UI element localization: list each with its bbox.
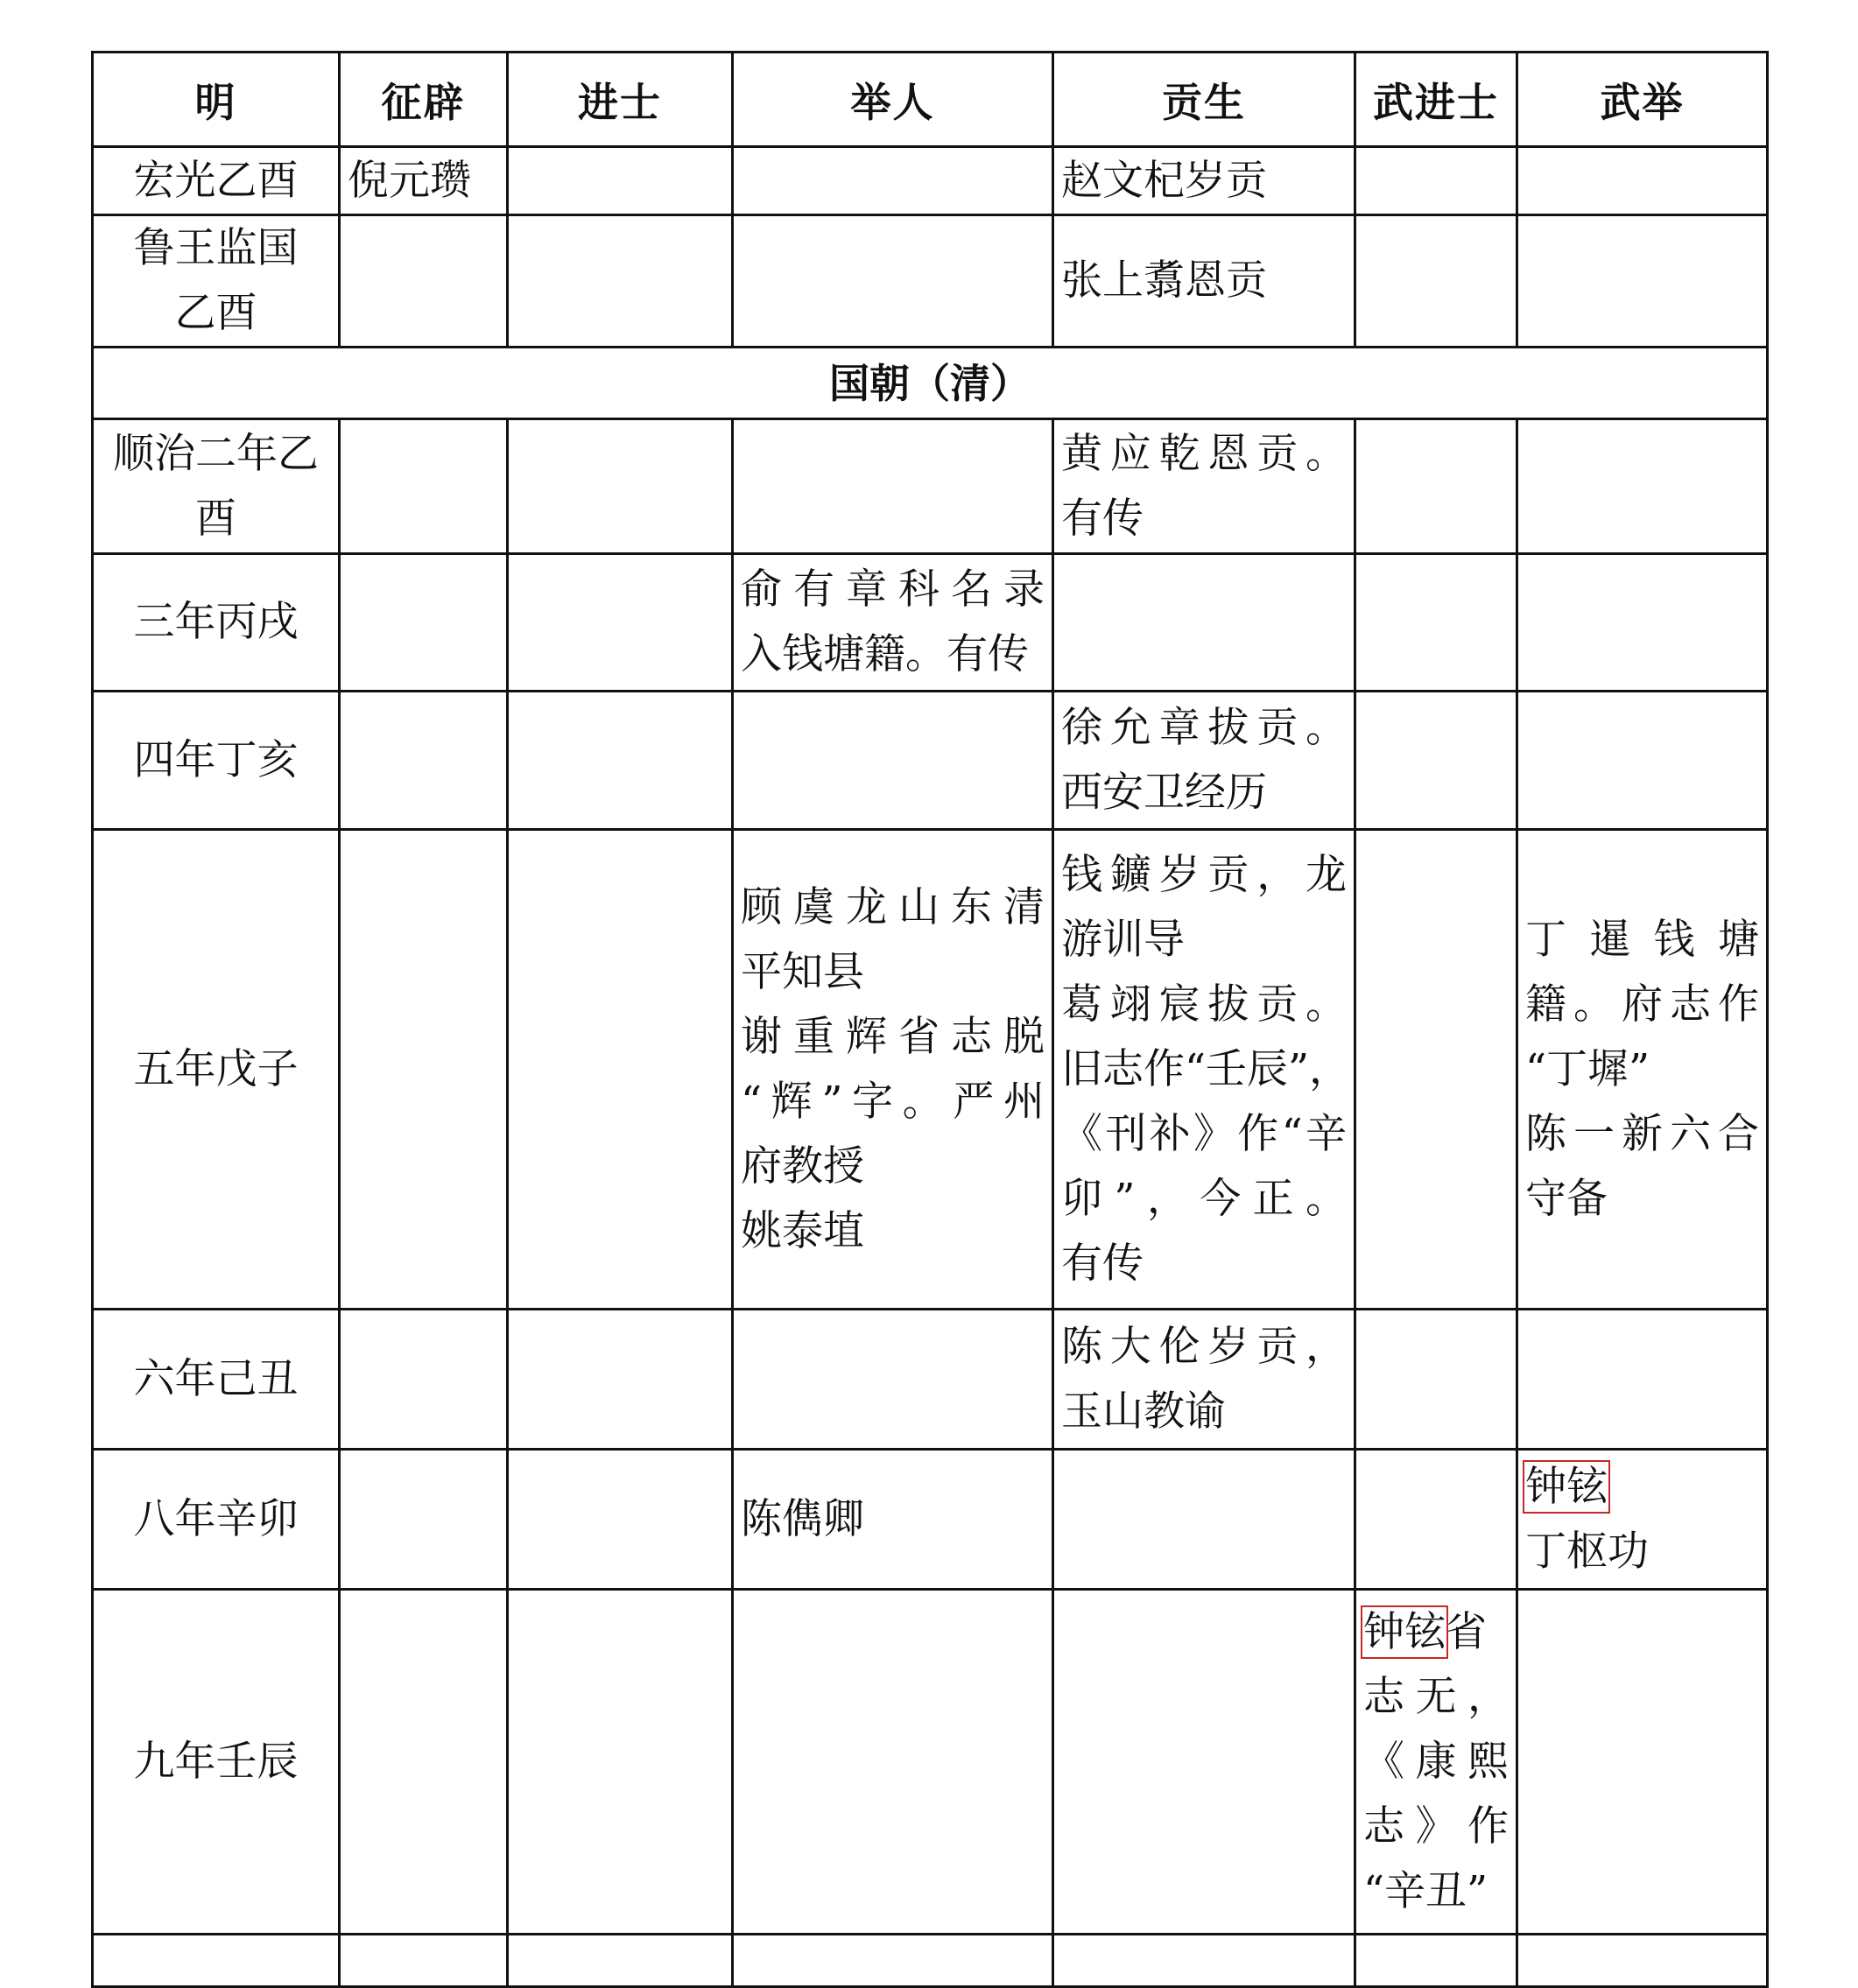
era-divider-row — [93, 348, 1768, 419]
year-line: 酉 — [195, 494, 236, 543]
juren-cell — [733, 1590, 1053, 1935]
gongsheng-cell — [1053, 692, 1355, 830]
wujinshi-cell — [1355, 1310, 1517, 1450]
juren-line: 谢重辉省志脱 — [741, 1012, 1045, 1061]
header-zhengpi: 征辟 — [340, 53, 508, 147]
gongsheng-line: 有传 — [1061, 494, 1144, 543]
juren-cell: 陈儁卿 — [733, 1450, 1053, 1590]
juren-cell — [733, 692, 1053, 830]
table-row — [93, 1310, 1768, 1450]
gongsheng-line: 陈大伦岁贡， — [1061, 1322, 1347, 1371]
wuju-line: 籍。府志作 — [1525, 980, 1759, 1029]
zhengpi-cell: 倪元瓒 — [340, 147, 508, 215]
wuju-line: 陈一新六合 — [1525, 1109, 1759, 1158]
year-line: 鲁王监国 — [133, 224, 299, 272]
table-row — [93, 215, 1768, 348]
table-row — [93, 419, 1768, 554]
gongsheng-cell: 张上翥恩贡 — [1053, 215, 1355, 348]
juren-cell — [733, 419, 1053, 554]
table-row — [93, 1450, 1768, 1590]
gongsheng-line: 黄应乾恩贡。 — [1061, 429, 1347, 478]
wujinshi-line — [1363, 1600, 1509, 1665]
jinshi-cell — [508, 554, 733, 692]
highlighted-name: 钟铉 — [1363, 1607, 1446, 1656]
juren-line: 入钱塘籍。有传 — [741, 630, 1029, 678]
wujinshi-cell — [1355, 1935, 1517, 1987]
gongsheng-line: 旧志作“壬辰”， — [1061, 1044, 1351, 1093]
zhengpi-cell — [340, 1450, 508, 1590]
table-row — [93, 830, 1768, 1310]
gongsheng-line: 葛翊宸拔贡。 — [1061, 980, 1347, 1029]
year-cell — [93, 419, 340, 554]
header-row — [93, 53, 1768, 147]
juren-cell — [733, 1935, 1053, 1987]
gongsheng-line: 钱鑛岁贡，龙 — [1061, 850, 1347, 899]
juren-cell — [733, 830, 1053, 1310]
wuju-line: 丁枢功 — [1525, 1527, 1649, 1576]
imperial-exam-table — [91, 51, 1769, 1988]
gongsheng-cell — [1053, 1590, 1355, 1935]
wujinshi-cell — [1355, 419, 1517, 554]
wujinshi-line: 志无， — [1363, 1672, 1509, 1721]
header-jinshi: 进士 — [508, 53, 733, 147]
wuju-cell — [1517, 215, 1768, 348]
table-row-partial — [93, 1935, 1768, 1987]
zhengpi-cell — [340, 830, 508, 1310]
gongsheng-line: 西安卫经历 — [1061, 768, 1267, 817]
highlighted-name: 钟铉 — [1525, 1462, 1608, 1511]
year-cell: 八年辛卯 — [93, 1450, 340, 1590]
header-dynasty: 明 — [93, 53, 340, 147]
jinshi-cell — [508, 147, 733, 215]
year-cell — [93, 1935, 340, 1987]
gongsheng-cell — [1053, 1310, 1355, 1450]
jinshi-cell — [508, 215, 733, 348]
year-cell: 六年己丑 — [93, 1310, 340, 1450]
zhengpi-cell — [340, 554, 508, 692]
table-row — [93, 554, 1768, 692]
gongsheng-line: 卯”，今正。 — [1061, 1174, 1347, 1223]
wujinshi-cell — [1355, 692, 1517, 830]
zhengpi-cell — [340, 1590, 508, 1935]
wuju-cell — [1517, 554, 1768, 692]
year-cell: 九年壬辰 — [93, 1590, 340, 1935]
gongsheng-line: 玉山教谕 — [1061, 1387, 1226, 1436]
table-row — [93, 692, 1768, 830]
zhengpi-cell — [340, 1935, 508, 1987]
wuju-cell — [1517, 1310, 1768, 1450]
table-row — [93, 147, 1768, 215]
juren-line: 平知县 — [741, 947, 864, 996]
wuju-line: 守备 — [1525, 1174, 1608, 1223]
wuju-line: “丁墀” — [1525, 1044, 1650, 1093]
wuju-cell — [1517, 1935, 1768, 1987]
year-line: 乙酉 — [174, 289, 257, 337]
zhengpi-cell — [340, 419, 508, 554]
year-cell: 宏光乙酉 — [93, 147, 340, 215]
juren-cell — [733, 554, 1053, 692]
year-cell: 五年戊子 — [93, 830, 340, 1310]
jinshi-cell — [508, 419, 733, 554]
wuju-cell — [1517, 419, 1768, 554]
jinshi-cell — [508, 692, 733, 830]
gongsheng-cell — [1053, 1935, 1355, 1987]
header-gongsheng: 贡生 — [1053, 53, 1355, 147]
jinshi-cell — [508, 1450, 733, 1590]
gongsheng-cell — [1053, 554, 1355, 692]
wuju-cell — [1517, 692, 1768, 830]
wujinshi-cell — [1355, 1450, 1517, 1590]
juren-line: “辉”字。严州 — [741, 1077, 1045, 1126]
wujinshi-cell — [1355, 554, 1517, 692]
wujinshi-line: 志》作 — [1363, 1802, 1509, 1851]
gongsheng-line: 《刊补》作“辛 — [1061, 1109, 1347, 1158]
header-juren: 举人 — [733, 53, 1053, 147]
header-wujinshi: 武进士 — [1355, 53, 1517, 147]
jinshi-cell — [508, 830, 733, 1310]
wuju-cell — [1517, 147, 1768, 215]
juren-cell — [733, 1310, 1053, 1450]
gongsheng-line: 游训导 — [1061, 915, 1185, 964]
wujinshi-cell — [1355, 147, 1517, 215]
gongsheng-line: 徐允章拔贡。 — [1061, 703, 1347, 752]
gongsheng-cell — [1053, 1450, 1355, 1590]
gongsheng-cell: 赵文杞岁贡 — [1053, 147, 1355, 215]
wujinshi-cell — [1355, 830, 1517, 1310]
zhengpi-cell — [340, 215, 508, 348]
zhengpi-cell — [340, 692, 508, 830]
year-cell: 四年丁亥 — [93, 692, 340, 830]
table-row — [93, 1590, 1768, 1935]
year-cell: 三年丙戌 — [93, 554, 340, 692]
juren-line: 姚泰埴 — [741, 1206, 864, 1255]
gongsheng-cell — [1053, 419, 1355, 554]
juren-cell — [733, 147, 1053, 215]
juren-line: 俞有章科名录 — [741, 565, 1045, 614]
jinshi-cell — [508, 1590, 733, 1935]
wuju-cell — [1517, 1590, 1768, 1935]
wuju-line — [1525, 1455, 1759, 1520]
juren-cell — [733, 215, 1053, 348]
era-divider: 国朝（清） — [93, 348, 1768, 419]
wujinshi-line-rest: 省 — [1446, 1607, 1487, 1656]
wuju-cell — [1517, 1450, 1768, 1590]
wujinshi-line: 《康熙 — [1363, 1737, 1509, 1786]
wujinshi-cell — [1355, 1590, 1517, 1935]
year-line: 顺治二年乙 — [113, 429, 319, 478]
jinshi-cell — [508, 1310, 733, 1450]
gongsheng-line: 有传 — [1061, 1239, 1144, 1288]
year-cell — [93, 215, 340, 348]
wuju-cell — [1517, 830, 1768, 1310]
juren-line: 府教授 — [741, 1142, 864, 1191]
juren-line: 顾虞龙山东清 — [741, 882, 1045, 931]
jinshi-cell — [508, 1935, 733, 1987]
gongsheng-cell — [1053, 830, 1355, 1310]
zhengpi-cell — [340, 1310, 508, 1450]
header-wuju: 武举 — [1517, 53, 1768, 147]
wujinshi-line: “辛丑” — [1363, 1866, 1489, 1915]
wuju-line: 丁暹钱塘 — [1525, 915, 1759, 964]
wujinshi-cell — [1355, 215, 1517, 348]
